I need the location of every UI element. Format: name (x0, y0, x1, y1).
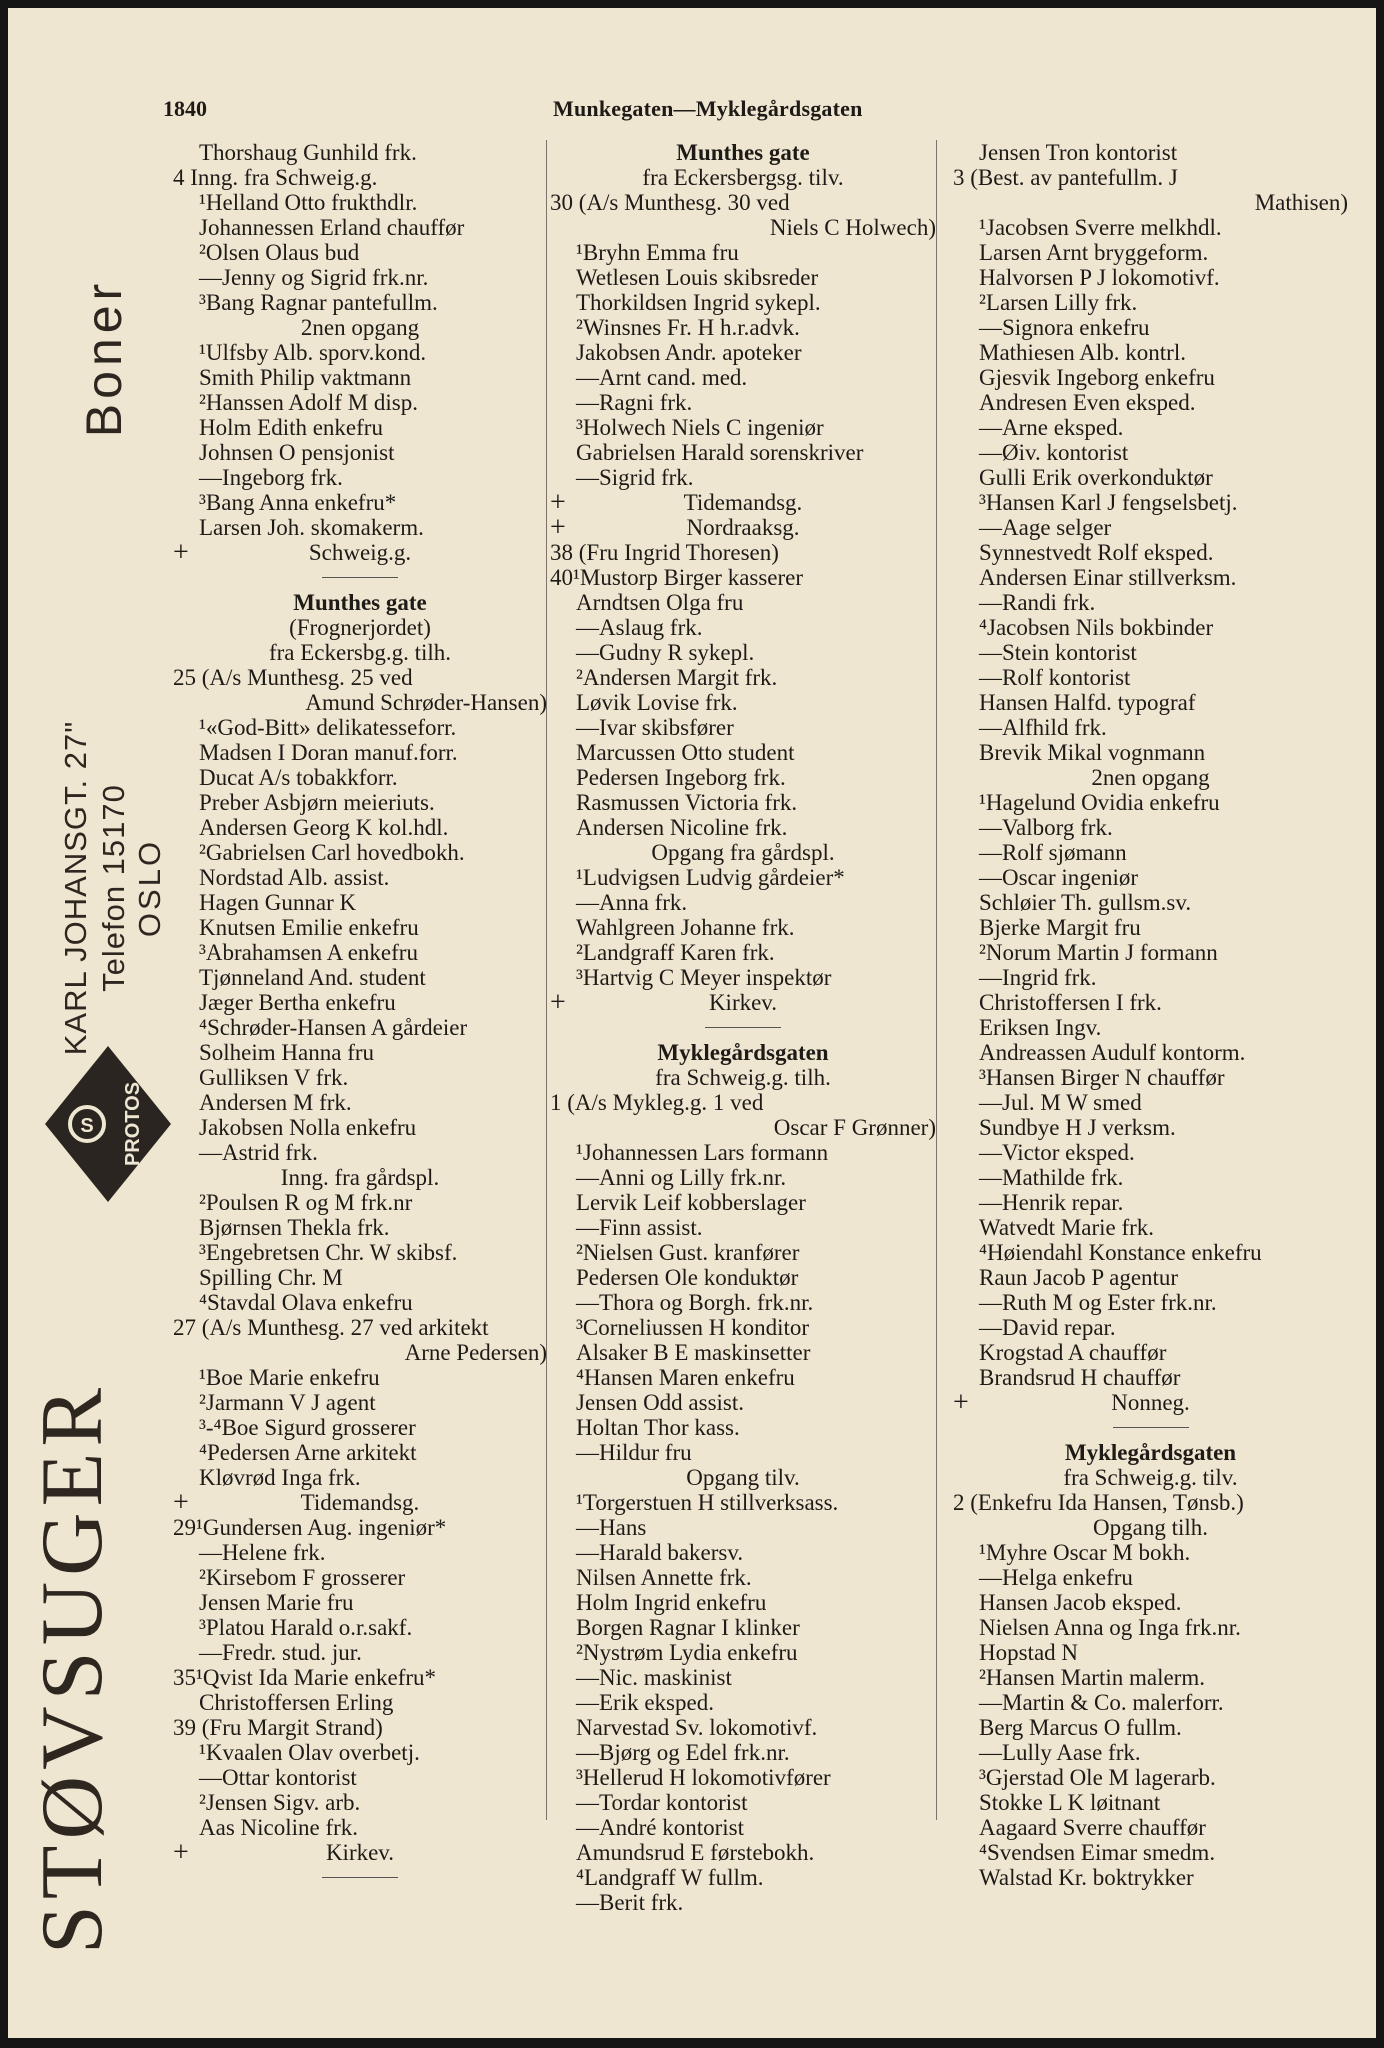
floor-entry: ²Gabrielsen Carl hovedbokh. (199, 840, 465, 865)
resident-entry: —Harald bakersv. (576, 1540, 744, 1565)
column-2 (550, 140, 936, 1915)
house-number-entry: 30 (A/s Munthesg. 30 ved (550, 190, 790, 215)
resident-entry: Pedersen Ole konduktør (576, 1265, 799, 1290)
resident-entry: —André kontorist (576, 1815, 745, 1840)
resident-entry: Løvik Lovise frk. (576, 690, 738, 715)
resident-entry: Jensen Marie fru (199, 1590, 354, 1615)
ad-address: KARL JOHANSGT. 27" (58, 720, 93, 1056)
cross-street (550, 990, 936, 1015)
floor-entry: ¹Myhre Oscar M bokh. (979, 1540, 1191, 1565)
cross-street (173, 1490, 547, 1515)
resident-entry: Jakobsen Nolla enkefru (199, 1115, 417, 1140)
owner-continuation: Oscar F Grønner) (773, 1115, 936, 1140)
resident-entry: —Henrik repar. (979, 1190, 1124, 1215)
resident-entry: —Aslaug frk. (576, 615, 703, 640)
resident-entry: Johnsen O pensjonist (199, 440, 395, 465)
resident-entry: —Øiv. kontorist (979, 440, 1129, 465)
floor-entry: ⁴Høiendahl Konstance enkefru (979, 1240, 1262, 1265)
resident-entry: Nordstad Alb. assist. (199, 865, 390, 890)
floor-entry: ¹Hagelund Ovidia enkefru (979, 790, 1220, 815)
floor-entry: ³Bang Ragnar pantefullm. (199, 290, 438, 315)
cross-street-icon: + (173, 1840, 189, 1865)
floor-entry: ¹Helland Otto frukthdlr. (199, 190, 418, 215)
resident-entry: Thorshaug Gunhild frk. (199, 140, 417, 165)
resident-entry: —Rolf kontorist (979, 665, 1131, 690)
floor-entry: ²Andersen Margit frk. (576, 665, 778, 690)
resident-entry: Watvedt Marie frk. (979, 1215, 1155, 1240)
resident-entry: Andersen Einar stillverksm. (979, 565, 1237, 590)
cross-street-label: Kirkev. (325, 1840, 395, 1865)
resident-entry: —Martin & Co. malerforr. (979, 1690, 1224, 1715)
section-subheading: Opgang fra gårdspl. (651, 840, 835, 865)
resident-entry: Lervik Leif kobberslager (576, 1190, 806, 1215)
cross-street (173, 540, 547, 565)
floor-entry: ³Gjerstad Ole M lagerarb. (979, 1765, 1216, 1790)
section-divider (953, 1415, 1348, 1440)
section-subheading: fra Schweig.g. tilh. (655, 1065, 831, 1090)
cross-street (173, 1840, 547, 1865)
resident-entry: Hagen Gunnar K (199, 890, 357, 915)
cross-street-label: Tidemandsg. (300, 1490, 420, 1515)
floor-entry: ²Poulsen R og M frk.nr (199, 1190, 413, 1215)
resident-entry: Aas Nicoline frk. (199, 1815, 359, 1840)
section-divider (550, 1015, 936, 1040)
resident-entry: —Astrid frk. (199, 1140, 318, 1165)
resident-entry: —Fredr. stud. jur. (199, 1640, 362, 1665)
resident-entry: Kløvrød Inga frk. (199, 1465, 361, 1490)
resident-entry: —Arnt cand. med. (576, 365, 748, 390)
floor-entry: ¹Johannessen Lars formann (576, 1140, 829, 1165)
directory-page (8, 8, 1376, 2038)
ad-city: OSLO (132, 838, 167, 938)
floor-entry: ³Engebretsen Chr. W skibsf. (199, 1240, 458, 1265)
floor-entry: ²Jarmann V J agent (199, 1390, 376, 1415)
house-number-entry: 2 (Enkefru Ida Hansen, Tønsb.) (953, 1490, 1244, 1515)
floor-entry: ³Abrahamsen A enkefru (199, 940, 418, 965)
resident-entry: —Randi frk. (979, 590, 1096, 615)
floor-entry: ⁴Hansen Maren enkefru (576, 1365, 795, 1390)
floor-entry: ²Kirsebom F grosserer (199, 1565, 406, 1590)
resident-entry: Andersen Nicoline frk. (576, 815, 788, 840)
floor-entry: ¹Torgerstuen H stillverksass. (576, 1490, 839, 1515)
floor-entry: ²Landgraff Karen frk. (576, 940, 775, 965)
resident-entry: —David repar. (979, 1315, 1116, 1340)
resident-entry: —Ingrid frk. (979, 965, 1097, 990)
cross-street-icon: + (550, 515, 566, 540)
resident-entry: Larsen Arnt bryggeform. (979, 240, 1209, 265)
resident-entry: —Rolf sjømann (979, 840, 1127, 865)
resident-entry: —Ingeborg frk. (199, 465, 343, 490)
vertical-advertisement (24, 168, 178, 1955)
house-number-entry: 25 (A/s Munthesg. 25 ved (173, 665, 413, 690)
section-subheading: Inng. fra gårdspl. (280, 1165, 440, 1190)
resident-entry: Brevik Mikal vognmann (979, 740, 1206, 765)
resident-entry: —Jenny og Sigrid frk.nr. (199, 265, 429, 290)
resident-entry: —Alfhild frk. (979, 715, 1107, 740)
owner-continuation: Mathisen) (1254, 190, 1348, 215)
resident-entry: Holtan Thor kass. (576, 1415, 740, 1440)
section-divider (173, 565, 547, 590)
resident-entry: Knutsen Emilie enkefru (199, 915, 419, 940)
cross-street-icon: + (953, 1390, 969, 1415)
resident-entry: Hansen Jacob eksped. (979, 1590, 1182, 1615)
cross-street-label: Schweig.g. (308, 540, 412, 565)
resident-entry: —Signora enkefru (979, 315, 1150, 340)
cross-street (550, 490, 936, 515)
resident-entry: Andreassen Audulf kontorm. (979, 1040, 1246, 1065)
resident-entry: Gjesvik Ingeborg enkefru (979, 365, 1215, 390)
section-subheading: 2nen opgang (1091, 765, 1210, 790)
resident-entry: Gulli Erik overkonduktør (979, 465, 1213, 490)
cross-street-icon: + (550, 990, 566, 1015)
resident-entry: —Lully Aase frk. (979, 1740, 1141, 1765)
resident-entry: —Stein kontorist (979, 640, 1137, 665)
column-1 (173, 140, 547, 1890)
resident-entry: —Helene frk. (199, 1540, 326, 1565)
resident-entry: Andersen M frk. (199, 1090, 352, 1115)
resident-entry: —Oscar ingeniør (979, 865, 1139, 890)
section-subheading: Opgang tilv. (686, 1465, 800, 1490)
resident-entry: —Hans (576, 1515, 647, 1540)
resident-entry: —Thora og Borgh. frk.nr. (576, 1290, 814, 1315)
house-number-entry: 1 (A/s Mykleg.g. 1 ved (550, 1090, 764, 1115)
floor-entry: ⁴Landgraff W fullm. (576, 1865, 764, 1890)
resident-entry: Christoffersen Erling (199, 1690, 394, 1715)
floor-entry: ²Larsen Lilly frk. (979, 290, 1138, 315)
resident-entry: Holm Ingrid enkefru (576, 1590, 767, 1615)
page-title: Munkegaten—Myklegårdsgaten (553, 96, 863, 121)
floor-entry: ³Platou Harald o.r.sakf. (199, 1615, 413, 1640)
page-header (8, 96, 1376, 124)
resident-entry: Bjørnsen Thekla frk. (199, 1215, 390, 1240)
resident-entry: Synnestvedt Rolf eksped. (979, 540, 1214, 565)
resident-entry: —Bjørg og Edel frk.nr. (576, 1740, 790, 1765)
resident-entry: Mathiesen Alb. kontrl. (979, 340, 1186, 365)
resident-entry: Marcussen Otto student (576, 740, 795, 765)
resident-entry: Andersen Georg K kol.hdl. (199, 815, 449, 840)
resident-entry: Johannessen Erland chauffør (199, 215, 465, 240)
floor-entry: ²Olsen Olaus bud (199, 240, 360, 265)
floor-entry: ⁴Stavdal Olava enkefru (199, 1290, 413, 1315)
cross-street-icon: + (550, 490, 566, 515)
resident-entry: Gabrielsen Harald sorenskriver (576, 440, 864, 465)
cross-street (953, 1390, 1348, 1415)
floor-entry: ²Winsnes Fr. H h.r.advk. (576, 315, 800, 340)
cross-street-icon: + (173, 540, 189, 565)
floor-entry: ¹Jacobsen Sverre melkhdl. (979, 215, 1222, 240)
column-rule (936, 140, 937, 1820)
resident-entry: —Arne eksped. (979, 415, 1124, 440)
resident-entry: Jæger Bertha enkefru (199, 990, 396, 1015)
resident-entry: —Ottar kontorist (199, 1765, 357, 1790)
floor-entry: ³Hellerud H lokomotivfører (576, 1765, 831, 1790)
resident-entry: Arndtsen Olga fru (576, 590, 744, 615)
resident-entry: Wetlesen Louis skibsreder (576, 265, 819, 290)
floor-entry: ¹Ludvigsen Ludvig gårdeier* (576, 865, 845, 890)
resident-entry: Raun Jacob P agentur (979, 1265, 1179, 1290)
floor-entry: ²Nystrøm Lydia enkefru (576, 1640, 798, 1665)
resident-entry: Jakobsen Andr. apoteker (576, 340, 802, 365)
resident-entry: Jensen Odd assist. (576, 1390, 745, 1415)
resident-entry: Rasmussen Victoria frk. (576, 790, 798, 815)
house-number-entry: 39 (Fru Margit Strand) (173, 1715, 383, 1740)
floor-entry: ⁴Schrøder-Hansen A gårdeier (199, 1015, 468, 1040)
resident-entry: Brandsrud H chauffør (979, 1365, 1181, 1390)
resident-entry: Preber Asbjørn meieriuts. (199, 790, 435, 815)
resident-entry: —Victor eksped. (979, 1140, 1135, 1165)
resident-entry: —Ruth M og Ester frk.nr. (979, 1290, 1217, 1315)
resident-entry: Tjønneland And. student (199, 965, 426, 990)
resident-entry: Gulliksen V frk. (199, 1065, 349, 1090)
house-number-entry: 29¹Gundersen Aug. ingeniør* (173, 1515, 447, 1540)
resident-entry: —Nic. maskinist (576, 1665, 732, 1690)
resident-entry: Halvorsen P J lokomotivf. (979, 265, 1220, 290)
floor-entry: ³Holwech Niels C ingeniør (576, 415, 824, 440)
owner-continuation: Niels C Holwech) (769, 215, 936, 240)
resident-entry: —Anni og Lilly frk.nr. (576, 1165, 787, 1190)
cross-street (550, 515, 936, 540)
floor-entry: ¹Bryhn Emma fru (576, 240, 739, 265)
section-subheading: fra Schweig.g. tilv. (1063, 1465, 1238, 1490)
resident-entry: —Gudny R sykepl. (576, 640, 755, 665)
resident-entry: Walstad Kr. boktrykker (979, 1865, 1194, 1890)
resident-entry: —Valborg frk. (979, 815, 1113, 840)
resident-entry: Alsaker B E maskinsetter (576, 1340, 811, 1365)
ad-brand: STØVSUGER (24, 1381, 121, 1955)
resident-entry: Larsen Joh. skomakerm. (199, 515, 424, 540)
resident-entry: Bjerke Margit fru (979, 915, 1141, 940)
resident-entry: —Ivar skibsfører (576, 715, 734, 740)
cross-street-label: Nordraaksg. (686, 515, 800, 540)
floor-entry: ⁴Svendsen Eimar smedm. (979, 1840, 1216, 1865)
resident-entry: Aagaard Sverre chauffør (979, 1815, 1206, 1840)
ad-product-name: Boner (76, 278, 132, 438)
section-subheading: (Frognerjordet) (289, 615, 431, 640)
resident-entry: Holm Edith enkefru (199, 415, 383, 440)
resident-entry: Hansen Halfd. typograf (979, 690, 1196, 715)
resident-entry: Nielsen Anna og Inga frk.nr. (979, 1615, 1241, 1640)
resident-entry: Thorkildsen Ingrid sykepl. (576, 290, 821, 315)
resident-entry: Hopstad N (979, 1640, 1079, 1665)
resident-entry: Berg Marcus O fullm. (979, 1715, 1182, 1740)
floor-entry: ⁴Pedersen Arne arkitekt (199, 1440, 417, 1465)
ad-logo-text: PROTOS (122, 1081, 144, 1167)
resident-entry: Sundbye H J verksm. (979, 1115, 1176, 1140)
street-heading: Myklegårdsgaten (1064, 1440, 1237, 1465)
resident-entry: Pedersen Ingeborg frk. (576, 765, 786, 790)
floor-entry: ³Hansen Karl J fengselsbetj. (979, 490, 1238, 515)
resident-entry: Jensen Tron kontorist (979, 140, 1178, 165)
floor-entry: ⁴Jacobsen Nils bokbinder (979, 615, 1214, 640)
resident-entry: Solheim Hanna fru (199, 1040, 375, 1065)
floor-entry: ³Corneliussen H konditor (576, 1315, 810, 1340)
street-heading: Myklegårdsgaten (657, 1040, 829, 1065)
floor-entry: ²Nielsen Gust. kranfører (576, 1240, 800, 1265)
section-subheading: fra Eckersbg.g. tilh. (268, 640, 452, 665)
street-heading: Munthes gate (293, 590, 427, 615)
resident-entry: Nilsen Annette frk. (576, 1565, 752, 1590)
resident-entry: Ducat A/s tobakkforr. (199, 765, 398, 790)
ad-telefon: Telefon 15170 (96, 784, 131, 992)
resident-entry: Amundsrud E førstebokh. (576, 1840, 815, 1865)
floor-entry: ²Hanssen Adolf M disp. (199, 390, 419, 415)
floor-entry: ³Bang Anna enkefru* (199, 490, 397, 515)
resident-entry: —Jul. M W smed (979, 1090, 1142, 1115)
house-number-entry: 35¹Qvist Ida Marie enkefru* (173, 1665, 437, 1690)
floor-entry: ³Hansen Birger N chauffør (979, 1065, 1225, 1090)
floor-entry: ¹Ulfsby Alb. sporv.kond. (199, 340, 427, 365)
section-subheading: 2nen opgang (300, 315, 420, 340)
resident-entry: Madsen I Doran manuf.forr. (199, 740, 458, 765)
cross-street-icon: + (173, 1490, 189, 1515)
resident-entry: —Anna frk. (576, 890, 688, 915)
floor-entry: ³Hartvig C Meyer inspektør (576, 965, 832, 990)
owner-continuation: Arne Pedersen) (404, 1340, 547, 1365)
protos-logo-icon (43, 1044, 173, 1204)
resident-entry: —Finn assist. (576, 1215, 703, 1240)
resident-entry: Schløier Th. gullsm.sv. (979, 890, 1192, 915)
cross-street-label: Tidemandsg. (683, 490, 803, 515)
floor-entry: ²Hansen Martin malerm. (979, 1665, 1205, 1690)
resident-entry: —Ragni frk. (576, 390, 693, 415)
section-subheading: Opgang tilh. (1093, 1515, 1208, 1540)
resident-entry: Stokke L K løitnant (979, 1790, 1161, 1815)
resident-entry: —Hildur fru (576, 1440, 692, 1465)
floor-entry: ³-⁴Boe Sigurd grosserer (199, 1415, 416, 1440)
resident-entry: Smith Philip vaktmann (199, 365, 412, 390)
resident-entry: —Tordar kontorist (576, 1790, 748, 1815)
floor-entry: ¹Boe Marie enkefru (199, 1365, 380, 1390)
section-divider (173, 1865, 547, 1890)
floor-entry: ¹«God-Bitt» delikatesseforr. (199, 715, 457, 740)
house-number-entry: 38 (Fru Ingrid Thoresen) (550, 540, 779, 565)
floor-entry: ²Norum Martin J formann (979, 940, 1218, 965)
resident-entry: —Aage selger (979, 515, 1112, 540)
resident-entry: Eriksen Ingv. (979, 1015, 1102, 1040)
house-number-entry: 27 (A/s Munthesg. 27 ved arkitekt (173, 1315, 489, 1340)
cross-street-label: Nonneg. (1111, 1390, 1190, 1415)
resident-entry: —Erik eksped. (576, 1690, 714, 1715)
resident-entry: —Sigrid frk. (576, 465, 694, 490)
resident-entry: Borgen Ragnar I klinker (576, 1615, 800, 1640)
floor-entry: ¹Kvaalen Olav overbetj. (199, 1740, 420, 1765)
cross-street-label: Kirkev. (708, 990, 778, 1015)
resident-entry: Wahlgreen Johanne frk. (576, 915, 795, 940)
resident-entry: —Berit frk. (576, 1890, 684, 1915)
resident-entry: Christoffersen I frk. (979, 990, 1162, 1015)
house-number-entry: 40¹Mustorp Birger kasserer (550, 565, 804, 590)
resident-entry: —Helga enkefru (979, 1565, 1133, 1590)
resident-entry: Narvestad Sv. lokomotivf. (576, 1715, 818, 1740)
street-heading: Munthes gate (676, 140, 810, 165)
section-subheading: fra Eckersbergsg. tilv. (642, 165, 844, 190)
owner-continuation: Amund Schrøder-Hansen) (305, 690, 547, 715)
floor-entry: ²Jensen Sigv. arb. (199, 1790, 361, 1815)
column-3 (953, 140, 1348, 1890)
house-number-entry: 4 Inng. fra Schweig.g. (173, 165, 378, 190)
resident-entry: Andresen Even eksped. (979, 390, 1196, 415)
page-number: 1840 (163, 96, 207, 121)
svg-text:S: S (80, 1115, 94, 1137)
resident-entry: Krogstad A chauffør (979, 1340, 1167, 1365)
resident-entry: Spilling Chr. M (199, 1265, 343, 1290)
house-number-entry: 3 (Best. av pantefullm. J (953, 165, 1178, 190)
resident-entry: —Mathilde frk. (979, 1165, 1124, 1190)
